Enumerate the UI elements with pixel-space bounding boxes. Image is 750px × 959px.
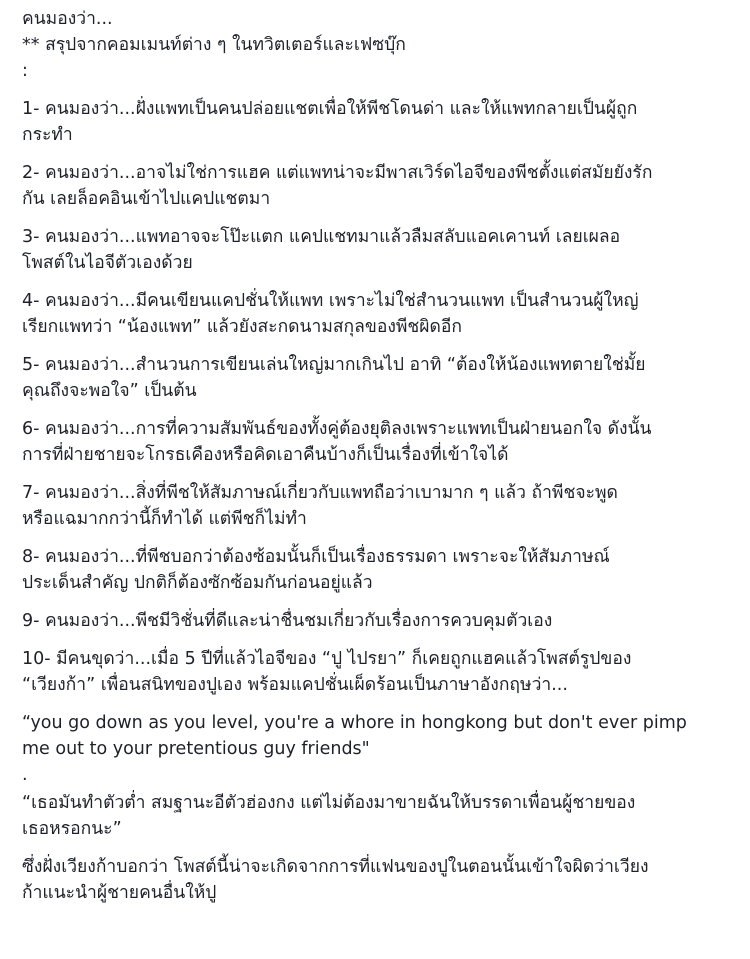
list-item-line: 9- คนมองว่า...พีชมีวิชั่นที่ดีและน่าชื่นชมเกี่ยวกับเรื่องการควบคุมตัวเอง [22,611,553,631]
list-item-line: 8- คนมองว่า...ที่พีชบอกว่าต้องซ้อมนั้นก็เป็นเรื่องธรรมดา เพราะจะให้สัมภาษณ์ [22,547,610,567]
list-item-line: “เวียงก้า” เพื่อนสนิทของปูเอง พร้อมแคปชั่นเผ็ดร้อนเป็นภาษาอังกฤษว่า... [22,675,568,695]
quote-english-line: me out to your pretentious guy friends" [22,739,370,759]
list-item-line: ประเด็นสำคัญ ปกติก็ต้องซักซ้อมกันก่อนอยู่แล้ว [22,573,373,593]
list-item [22,416,740,468]
list-item [22,224,740,276]
list-item [22,96,740,148]
list-item-line: คุณถึงจะพอใจ” เป็นต้น [22,381,197,401]
list-item-line: โพสต์ในไอจีตัวเองด้วย [22,253,193,273]
list-item-line: การที่ฝ่ายชายจะโกรธเคืองหรือคิดเอาคืนบ้างก็เป็นเรื่องที่เข้าใจได้ [22,445,509,465]
list-item-line: 1- คนมองว่า...ฝั่งแพทเป็นคนปล่อยแชตเพื่อให้พีชโดนด่า และให้แพทกลายเป็นผู้ถูก [22,99,638,119]
list-item-line: กัน เลยล็อคอินเข้าไปแคปแชตมา [22,189,271,209]
list-item [22,608,740,634]
list-item-line: 5- คนมองว่า...สำนวนการเขียนเล่นใหญ่มากเกินไป อาทิ “ต้องให้น้องแพทตายใช่มั้ย [22,355,646,375]
list-item [22,160,740,212]
list-item [22,288,740,340]
closing-line: ก้าแนะนำผู้ชายคนอื่นให้ปู [22,883,217,903]
list-item-line: 3- คนมองว่า...แพทอาจจะโป๊ะแตก แคปแชทมาแล้วลืมสลับแอคเคานท์ เลยเผลอ [22,227,621,247]
list-item-line: เรียกแพทว่า “น้องแพท” แล้วยังสะกดนามสกุลของพีชผิดอีก [22,317,463,337]
quote-thai [22,790,740,842]
closing-paragraph [22,854,740,906]
intro-colon: : [22,61,28,81]
list-item-line: หรือแฉมากกว่านี้ก็ทำได้ แต่พีชก็ไม่ทำ [22,509,307,529]
separator-dot: . [22,765,28,785]
post-body [22,6,740,906]
list-item [22,480,740,532]
list-item-line: กระทำ [22,125,73,145]
quote-english [22,710,740,762]
list-item-line: 6- คนมองว่า...การที่ความสัมพันธ์ของทั้งคู่ต้องยุติลงเพราะแพทเป็นฝ่ายนอกใจ ดังนั้น [22,419,652,439]
quote-thai-line: “เธอมันทำตัวต่ำ สมฐานะอีตัวฮ่องกง แต่ไม่ต้องมาขายฉันให้บรรดาเพื่อนผู้ชายของ [22,793,636,813]
list-item-line: 10- มีคนขุดว่า...เมื่อ 5 ปีที่แล้วไอจีของ “ปู ไปรยา” ก็เคยถูกแฮคแล้วโพสต์รูปของ [22,649,632,669]
quote-english-line: “you go down as you level, you're a whore in hongkong but don't ever pimp [22,713,687,733]
intro-note: ** สรุปจากคอมเมนท์ต่าง ๆ ในทวิตเตอร์และเฟซบุ๊ก [22,35,406,55]
list-item [22,646,740,698]
intro-title: คนมองว่า... [22,9,113,29]
list-item [22,352,740,404]
list-item-line: 4- คนมองว่า...มีคนเขียนแคปชั่นให้แพท เพราะไม่ใช่สำนวนแพท เป็นสำนวนผู้ใหญ่ [22,291,639,311]
quote-thai-line: เธอหรอกนะ” [22,819,122,839]
closing-line: ซึ่งฝั่งเวียงก้าบอกว่า โพสต์นี้น่าจะเกิดจากการที่แฟนของปูในตอนนั้นเข้าใจผิดว่าเวียง [22,857,649,877]
list-item [22,544,740,596]
list-item-line: 7- คนมองว่า...สิ่งที่พีชให้สัมภาษณ์เกี่ยวกับแพทถือว่าเบามาก ๆ แล้ว ถ้าพีชจะพูด [22,483,618,503]
list-item-line: 2- คนมองว่า...อาจไม่ใช่การแฮค แต่แพทน่าจะมีพาสเวิร์ดไอจีของพีชตั้งแต่สมัยยังรัก [22,163,653,183]
